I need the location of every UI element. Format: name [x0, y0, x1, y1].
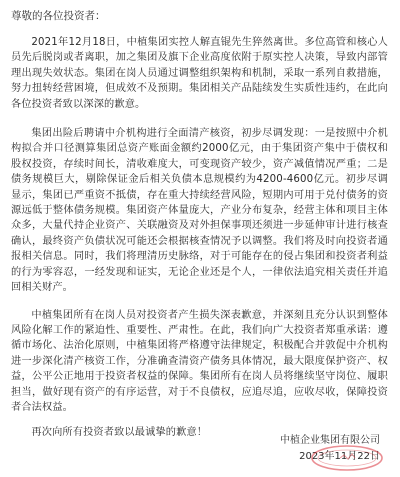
signature-date: 2023年11月22日: [299, 451, 380, 462]
signature-block: [280, 433, 380, 465]
paragraph-commitment: 中植集团所有在岗人员对投资者产生损失深表歉意，并深刻且充分认识到整体风险化解工作的紧迫性、重要性、严肃性。在此，我们向广大投资者郑重承诺：遵循市场化、法治化原则，中植集团将严格遵守法律规定，积极配合并敦促中介机构进一步深化清产核资工作，分准确查清资产债务具体情况，最大限度保护资产、权益，公平公正地用于投资者权益的保障。集团所有在岗人员将继续坚守岗位、履职担当，做好现有资产的有序运营，对于不良债权，应追尽追，应收尽收，保障投资者合法权益。: [11, 309, 388, 413]
paragraph-audit-findings: 集团出险后聘请中介机构进行全面清产核资，初步尽调发现：一是按照中介机构拟合并口径测算集团总资产账面金额约2000亿元，由于集团资产集中于债权和股权投资，存续时间长，清收难度大，可变现资产较少，资产减值情况严重；二是债务规模巨大，剔除保证金后相关负债本息规模约为4200-4600亿元。初步尽调显示，集团已严重资不抵债，存在重大持续经营风险，短期内可用于兑付债务的资源远低于整体债务规模。集团资产体量庞大，产业分布复杂，经营主体和项目主体众多，大量代持企业资产、关联融资及对外担保事项还须进一步延伸审计进行核查确认，最终资产负债状况可能还会根据核查情况予以调整。我们将及时向投资者通报相关信息。同时，我们将理清历史脉络，对于可能存在的侵占集团和投资者利益的行为零容忍，一经发现和证实，无论企业还是个人，一律依法追究相关责任并追回相关财产。: [11, 128, 388, 294]
signature-company: 中植企业集团有限公司: [280, 435, 380, 446]
paragraph-announcement: 2021年12月18日，中植集团实控人解直锟先生猝然离世。多位高管和核心人员先后脱岗或者离职，加之集团及旗下企业高度依附于原实控人决策，导致内部管理出现失效状态。集团在岗人员通过调整组织架构和机制，采取一系列自救措施，努力扭转经营困境，但成效不及预期。集团相关产品陆续发生实质性违约，在此向各位投资者致以深深的歉意。: [11, 37, 388, 110]
salutation: 尊敬的各位投资者：: [11, 10, 106, 22]
company-seal-stamp-icon: [308, 443, 386, 473]
paragraph-apology: 再次向所有投资者致以最诚挚的歉意！: [31, 427, 208, 439]
